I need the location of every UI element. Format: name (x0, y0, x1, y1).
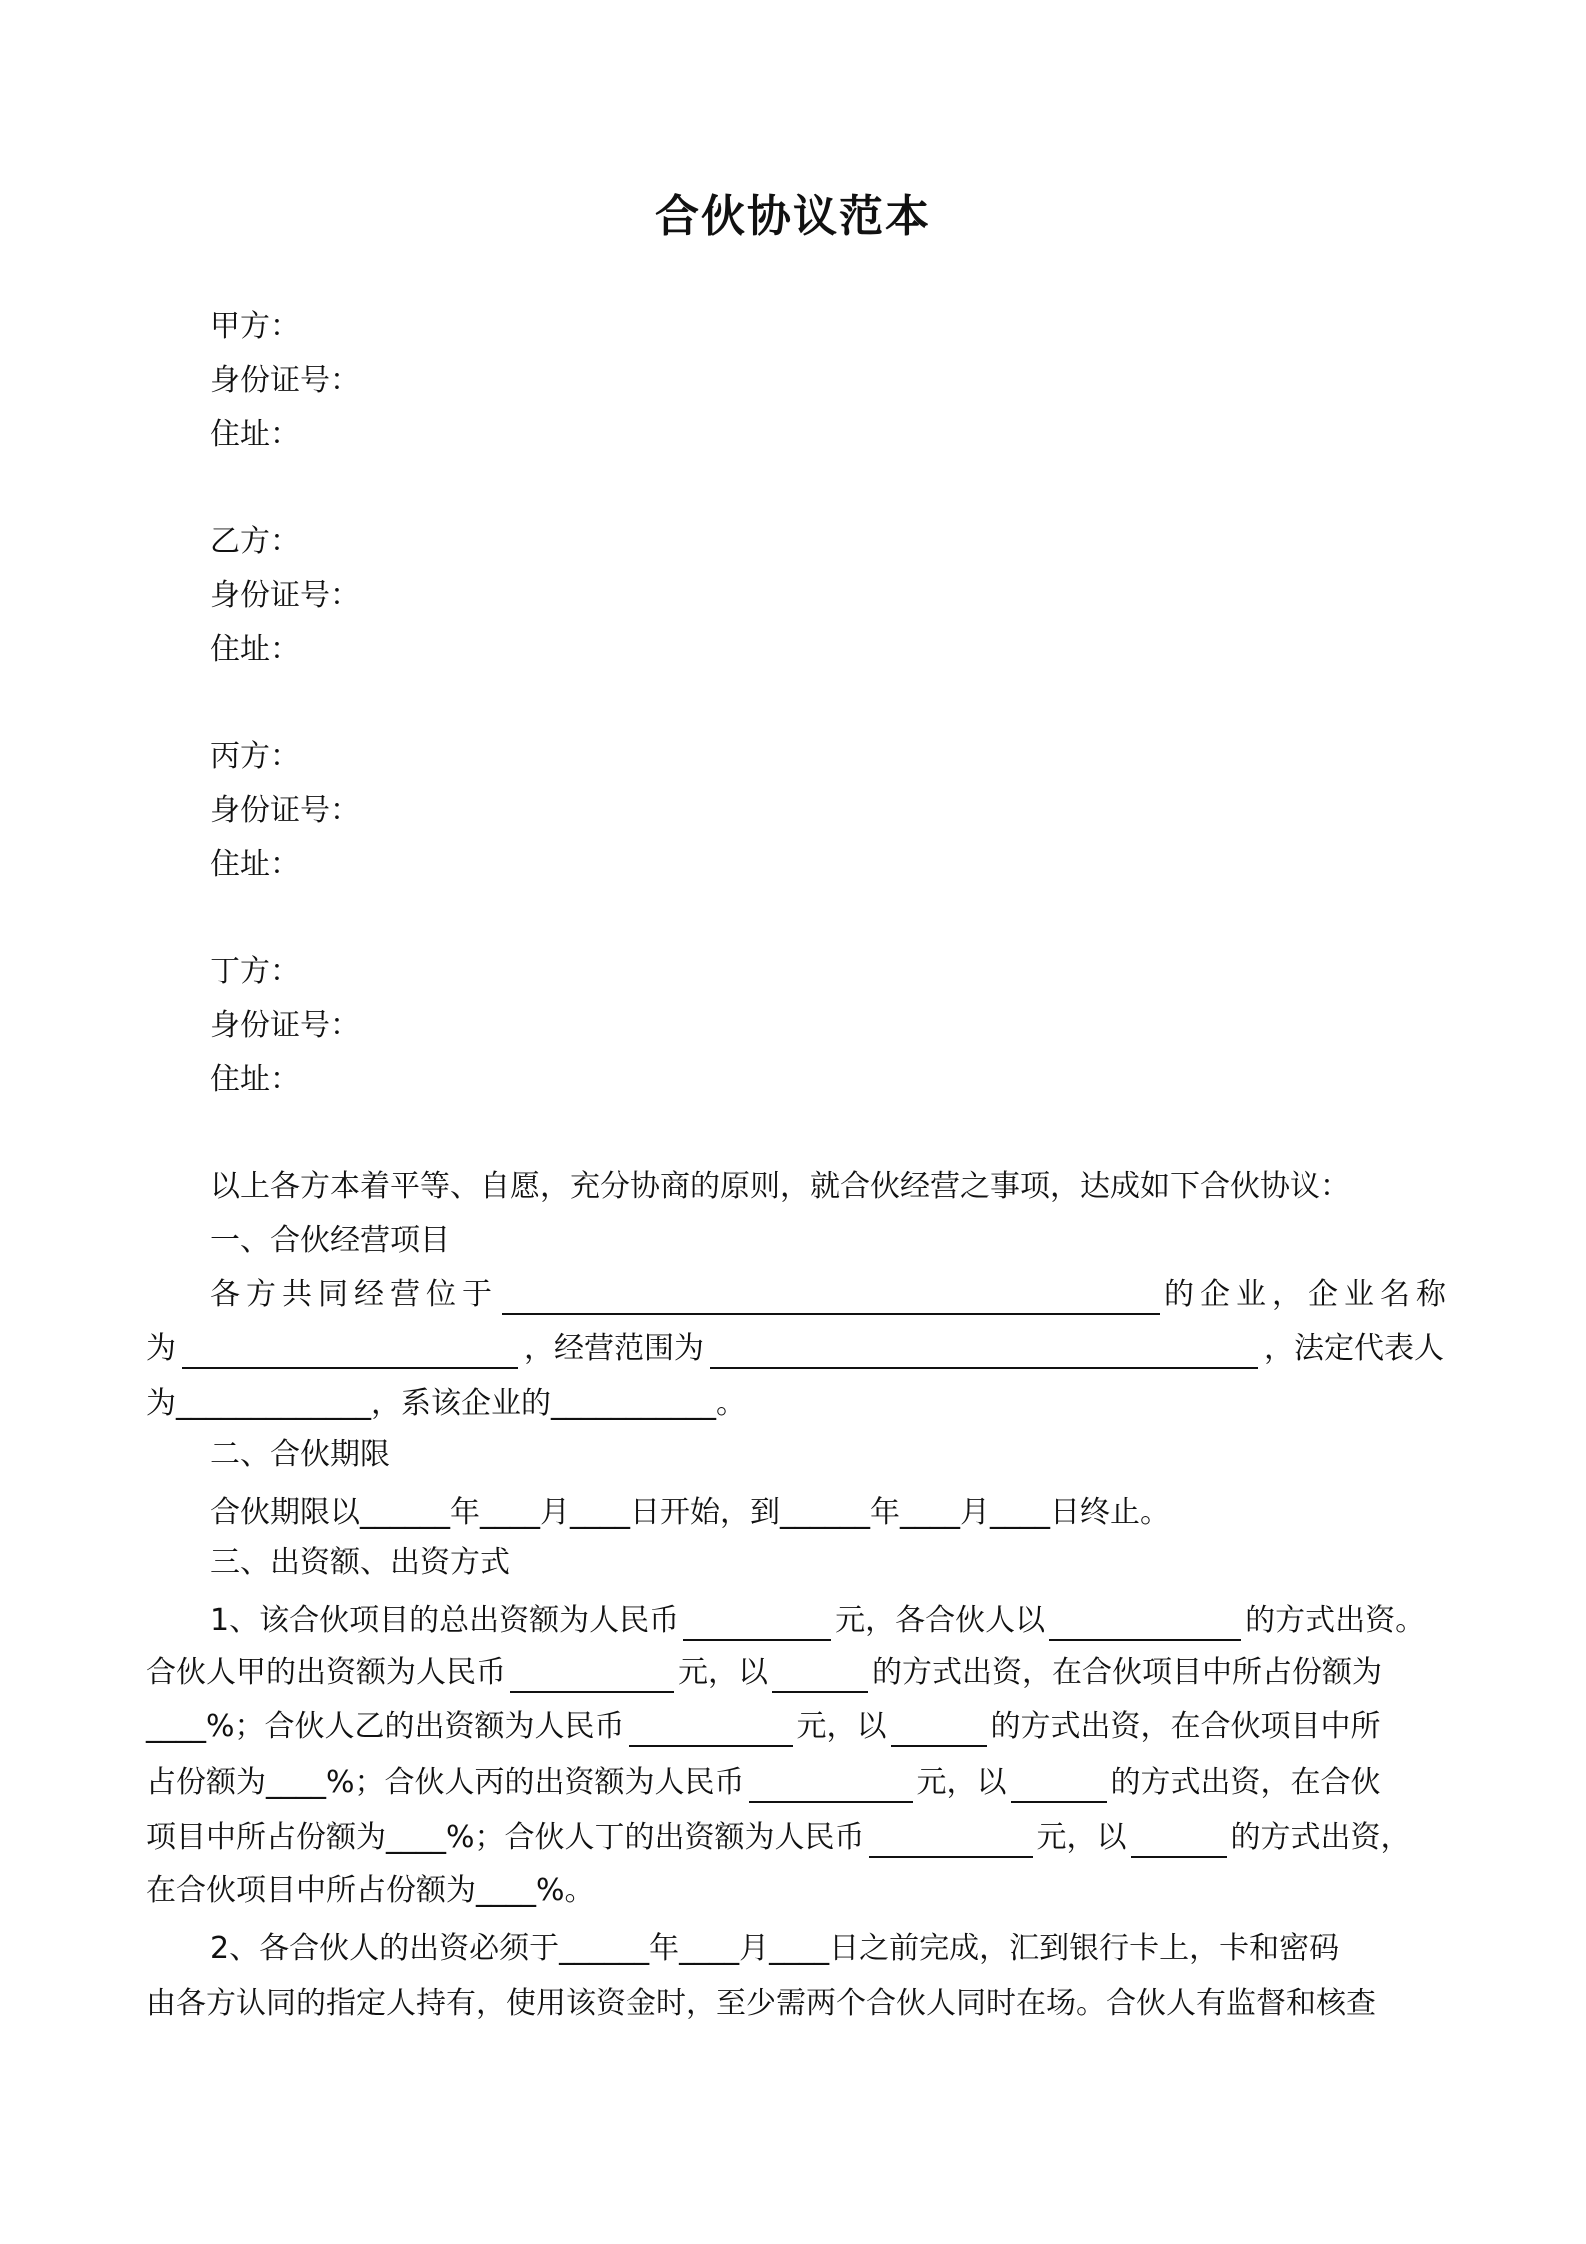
party-b-label: 乙方： (210, 524, 300, 559)
section-1-line-3: 为_____________，系该企业的___________。 (146, 1386, 746, 1421)
partner-d-amount-blank (869, 1826, 1033, 1858)
section-3-text: 的方式出资，在合伙项目中所占份额为 (872, 1655, 1382, 1690)
section-3-text: 元，各合伙人以 (835, 1603, 1046, 1638)
section-3-text: 占份额为____%；合伙人丙的出资额为人民币 (146, 1765, 745, 1800)
partner-b-method-blank (891, 1715, 987, 1747)
section-3-p1-line-3 (146, 1707, 1381, 1747)
section-1-heading: 一、合伙经营项目 (210, 1223, 450, 1258)
section-2-text: 合伙期限以______年____月____日开始，到______年____月____日终止。 (210, 1495, 1170, 1530)
section-3-p1-line-6: 在合伙项目中所占份额为____%。 (146, 1873, 595, 1908)
section-1-text: ，经营范围为 (524, 1331, 704, 1366)
partner-a-method-blank (772, 1661, 868, 1693)
section-3-p1-line-5 (146, 1818, 1411, 1858)
section-3-text: 的方式出资，在合伙项目中所 (990, 1709, 1381, 1744)
section-3-heading: 三、出资额、出资方式 (210, 1545, 510, 1580)
section-3-text: 项目中所占份额为____%；合伙人丁的出资额为人民币 (146, 1820, 865, 1855)
section-3-text: 1、该合伙项目的总出资额为人民币 (210, 1603, 680, 1638)
section-3-p1-line-1 (210, 1601, 1425, 1641)
party-c-label: 丙方： (210, 739, 300, 774)
section-3-text: 的方式出资，在合伙 (1110, 1765, 1381, 1800)
party-d-label: 丁方： (210, 954, 300, 989)
section-3-p2-line-1: 2、各合伙人的出资必须于______年____月____日之前完成，汇到银行卡上，卡和密码 (210, 1931, 1340, 1966)
partner-b-amount-blank (629, 1715, 793, 1747)
section-1-text: 为 (146, 1331, 176, 1366)
section-1-line-2 (146, 1329, 1452, 1369)
partner-d-method-blank (1131, 1826, 1227, 1858)
section-3-text: ____%；合伙人乙的出资额为人民币 (146, 1709, 625, 1744)
section-3-text: 元，以 (1036, 1820, 1127, 1855)
party-b-id-label: 身份证号： (210, 578, 360, 613)
section-1-text: 各方共同经营位于 (210, 1277, 498, 1312)
party-c-id-label: 身份证号： (210, 793, 360, 828)
party-a-address-label: 住址： (210, 417, 300, 452)
party-a-label: 甲方： (210, 309, 300, 344)
section-3-p1-line-2 (146, 1653, 1382, 1693)
partner-c-amount-blank (749, 1771, 913, 1803)
location-blank (502, 1283, 1160, 1315)
section-2-heading: 二、合伙期限 (210, 1437, 390, 1472)
intro-paragraph: 以上各方本着平等、自愿，充分协商的原则，就合伙经营之事项，达成如下合伙协议： (210, 1169, 1350, 1204)
section-3-p2-line-2: 由各方认同的指定人持有，使用该资金时，至少需两个合伙人同时在场。合伙人有监督和核查 (146, 1986, 1376, 2021)
section-3-text: 元，以 (796, 1709, 887, 1744)
section-1-text: ，法定代表人 (1264, 1331, 1444, 1366)
section-3-text: 合伙人甲的出资额为人民币 (146, 1655, 506, 1690)
document-title: 合伙协议范本 (655, 191, 931, 242)
section-3-text: 元，以 (916, 1765, 1007, 1800)
party-d-address-label: 住址： (210, 1062, 300, 1097)
party-c-address-label: 住址： (210, 847, 300, 882)
company-name-blank (182, 1337, 518, 1369)
contribution-method-blank (1049, 1609, 1241, 1641)
partner-a-amount-blank (510, 1661, 674, 1693)
partner-c-method-blank (1011, 1771, 1107, 1803)
section-1-line-1 (210, 1275, 1452, 1315)
party-b-address-label: 住址： (210, 632, 300, 667)
party-a-id-label: 身份证号： (210, 363, 360, 398)
section-3-text: 元，以 (678, 1655, 768, 1690)
business-scope-blank (710, 1337, 1258, 1369)
section-1-text: 的企业，企业名称 (1164, 1277, 1452, 1312)
section-3-p1-line-4 (146, 1763, 1381, 1803)
total-amount-blank (683, 1609, 831, 1641)
party-d-id-label: 身份证号： (210, 1008, 360, 1043)
section-3-text: 的方式出资。 (1245, 1603, 1426, 1638)
section-3-text: 的方式出资， (1230, 1820, 1411, 1855)
